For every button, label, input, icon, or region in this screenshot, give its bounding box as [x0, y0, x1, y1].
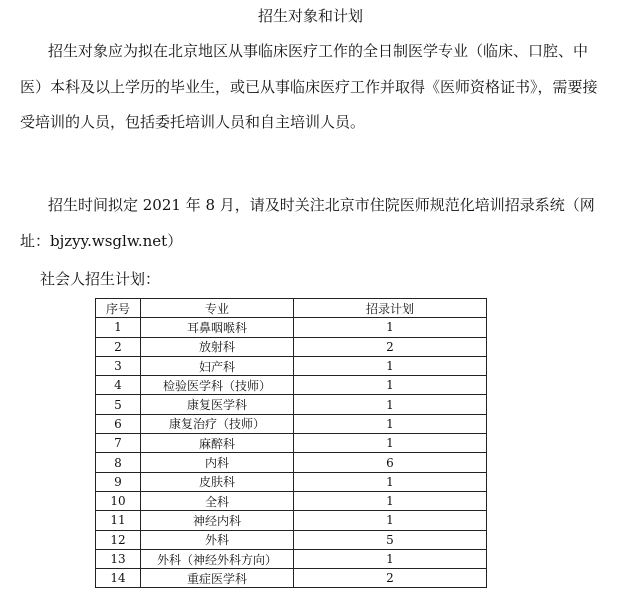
- row-quota-cell: 1: [294, 491, 487, 510]
- table-row: [96, 434, 487, 453]
- row-index-cell: 6: [96, 414, 141, 433]
- paragraph-eligibility-text: 招生对象应为拟在北京地区从事临床医疗工作的全日制医学专业（临床、口腔、中医）本科及以上学历的毕业生，或已从事临床医疗工作并取得《医师资格证书》，需要接受培训的人员，包括委托培训人员和自主培训人员。: [20, 42, 598, 131]
- table-header-row: [96, 299, 487, 318]
- row-quota-cell: 1: [294, 549, 487, 568]
- table-row: [96, 569, 487, 588]
- row-quota-cell: 2: [294, 337, 487, 356]
- plan-subtitle: 社会人招生计划：: [40, 270, 161, 288]
- row-index-cell: 12: [96, 530, 141, 549]
- table-row: [96, 414, 487, 433]
- row-index-cell: 9: [96, 472, 141, 491]
- row-quota-cell: 1: [294, 356, 487, 375]
- table-row: [96, 318, 487, 337]
- row-major-cell: 妇产科: [141, 356, 294, 375]
- row-major-cell: 检验医学科（技师）: [141, 376, 294, 395]
- row-quota-cell: 1: [294, 376, 487, 395]
- row-major-cell: 康复治疗（技师）: [141, 414, 294, 433]
- row-quota-cell: 1: [294, 434, 487, 453]
- row-quota-cell: 1: [294, 318, 487, 337]
- document-title: 招生对象和计划: [257, 7, 363, 25]
- paragraph-schedule: [20, 188, 605, 259]
- table-row: [96, 453, 487, 472]
- table-row: [96, 376, 487, 395]
- row-index-cell: 1: [96, 318, 141, 337]
- row-index-cell: 3: [96, 356, 141, 375]
- row-index-cell: 14: [96, 569, 141, 588]
- paragraph-eligibility: [20, 34, 605, 141]
- enrollment-plan-table: [95, 298, 487, 588]
- table-row: [96, 356, 487, 375]
- row-quota-cell: 2: [294, 569, 487, 588]
- table-row: [96, 511, 487, 530]
- row-major-cell: 全科: [141, 491, 294, 510]
- table-row: [96, 337, 487, 356]
- table-row: [96, 491, 487, 510]
- row-major-cell: 耳鼻咽喉科: [141, 318, 294, 337]
- paragraph-schedule-text: 招生时间拟定 2021 年 8 月，请及时关注北京市住院医师规范化培训招录系统（网址：bjzyy.wsglw.net）: [20, 196, 595, 250]
- row-index-cell: 2: [96, 337, 141, 356]
- header-index: 序号: [96, 299, 141, 318]
- row-quota-cell: 5: [294, 530, 487, 549]
- row-quota-cell: 6: [294, 453, 487, 472]
- row-index-cell: 10: [96, 491, 141, 510]
- row-quota-cell: 1: [294, 395, 487, 414]
- row-index-cell: 5: [96, 395, 141, 414]
- row-major-cell: 内科: [141, 453, 294, 472]
- table-body: [96, 318, 487, 588]
- table-row: [96, 530, 487, 549]
- row-index-cell: 8: [96, 453, 141, 472]
- row-major-cell: 重症医学科: [141, 569, 294, 588]
- row-index-cell: 11: [96, 511, 141, 530]
- row-quota-cell: 1: [294, 511, 487, 530]
- row-index-cell: 4: [96, 376, 141, 395]
- header-quota: 招录计划: [294, 299, 487, 318]
- table-row: [96, 472, 487, 491]
- row-quota-cell: 1: [294, 414, 487, 433]
- table-row: [96, 395, 487, 414]
- row-index-cell: 13: [96, 549, 141, 568]
- row-major-cell: 康复医学科: [141, 395, 294, 414]
- row-major-cell: 放射科: [141, 337, 294, 356]
- row-major-cell: 外科: [141, 530, 294, 549]
- row-major-cell: 麻醉科: [141, 434, 294, 453]
- header-major: 专业: [141, 299, 294, 318]
- row-quota-cell: 1: [294, 472, 487, 491]
- row-major-cell: 皮肤科: [141, 472, 294, 491]
- row-major-cell: 外科（神经外科方向）: [141, 549, 294, 568]
- row-major-cell: 神经内科: [141, 511, 294, 530]
- row-index-cell: 7: [96, 434, 141, 453]
- table-row: [96, 549, 487, 568]
